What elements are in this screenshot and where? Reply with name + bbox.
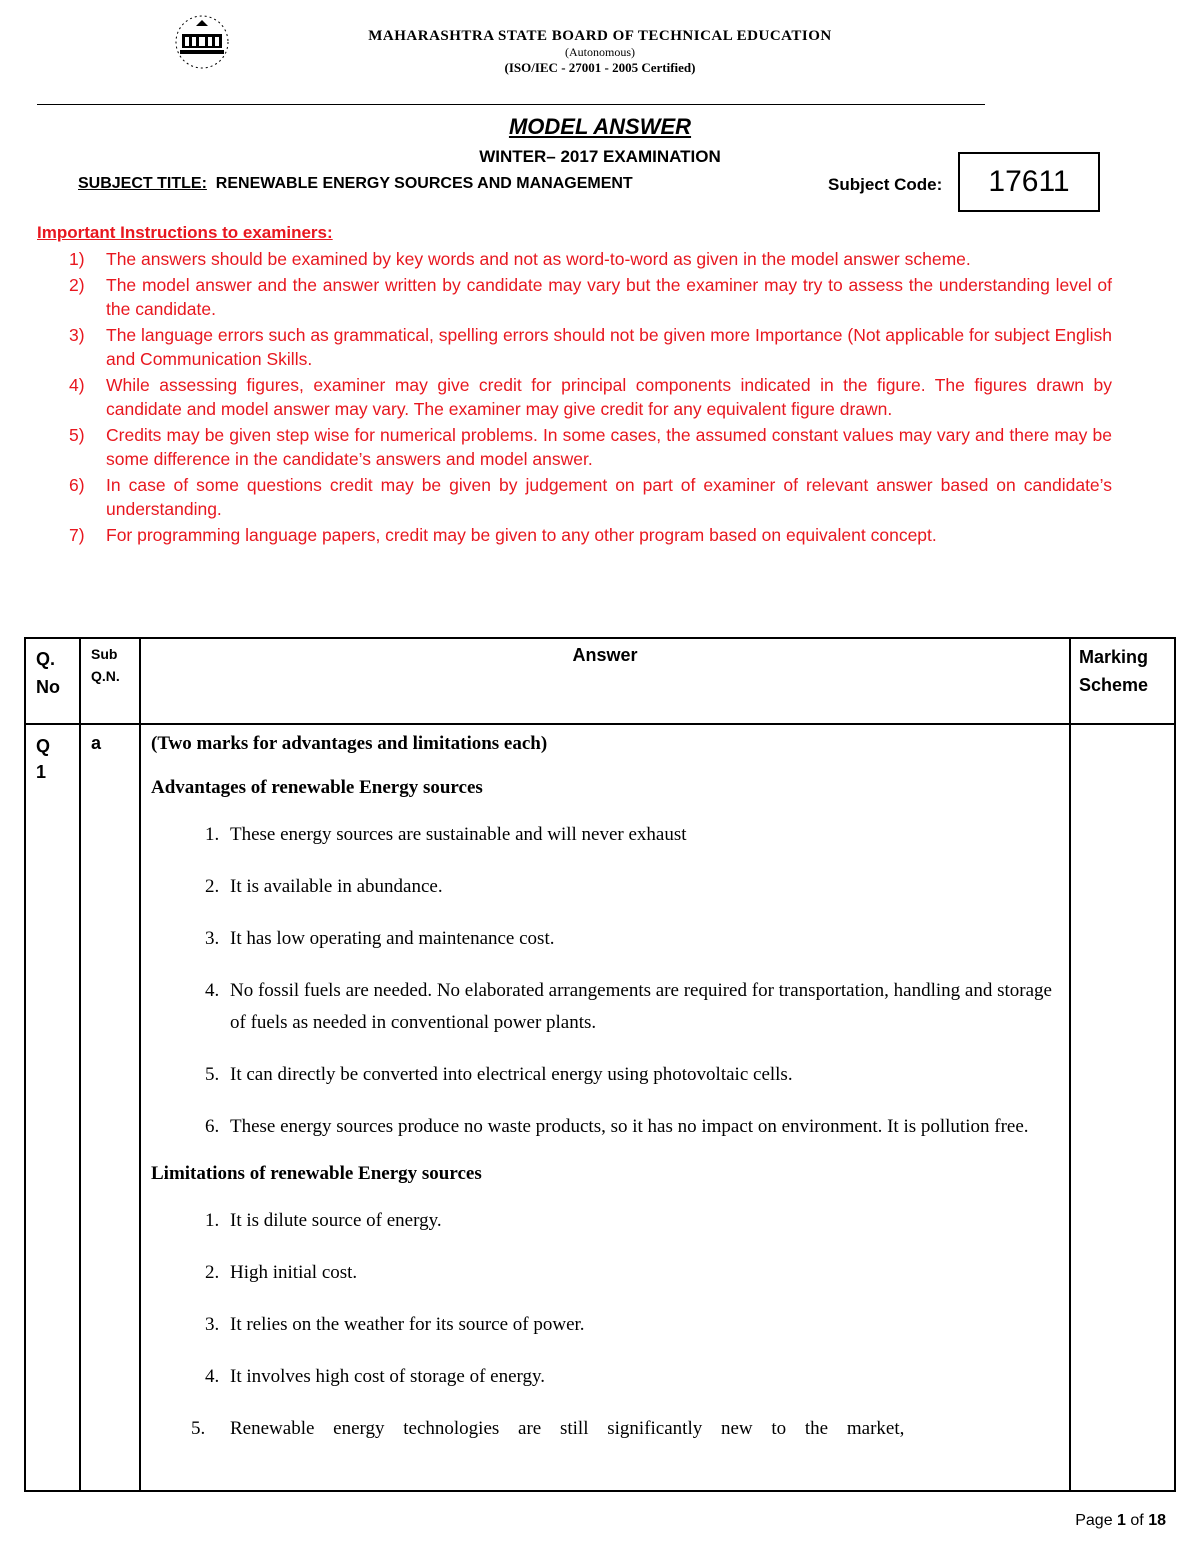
instruction-item: 1) The answers should be examined by key words and not as word-to-word as given in the model answer scheme.: [69, 249, 971, 269]
answer-table: [24, 637, 1176, 1492]
document-header: [0, 28, 1200, 76]
table-row: [25, 724, 1175, 1491]
limitations-list: [151, 1205, 1059, 1445]
autonomous-label: (Autonomous): [565, 45, 635, 59]
advantages-heading: Advantages of renewable Energy sources: [151, 777, 483, 798]
list-item: 3. It relies on the weather for its source of power.: [224, 1309, 1059, 1341]
subject-title-value: RENEWABLE ENERGY SOURCES AND MANAGEMENT: [215, 175, 633, 192]
instructions-list: [37, 247, 1112, 548]
header-sub-qn: Sub Q.N.: [80, 638, 140, 724]
instruction-item: 5) Credits may be given step wise for numerical problems. In some cases, the assumed constant values may vary and there may be some difference in the candidate’s answers and model answer.: [69, 424, 1112, 469]
advantages-list: [151, 819, 1059, 1143]
list-item: 4. It involves high cost of storage of energy.: [224, 1361, 1059, 1393]
list-item: 3. It has low operating and maintenance cost.: [224, 923, 1059, 955]
table-header-row: [25, 638, 1175, 724]
list-item: 1. It is dilute source of energy.: [224, 1205, 1059, 1237]
instruction-item: 7) For programming language papers, credit may be given to any other program based on equivalent concept.: [69, 524, 937, 545]
iso-certification: (ISO/IEC - 27001 - 2005 Certified): [504, 60, 696, 75]
answer-cell: [140, 724, 1070, 1491]
subject-title-label: SUBJECT TITLE:: [78, 175, 207, 192]
page-total: 18: [1148, 1512, 1166, 1529]
page-title: MODEL ANSWER: [508, 114, 692, 139]
list-item: 2. High initial cost.: [224, 1257, 1059, 1289]
header-divider: [37, 104, 985, 105]
subject-title: [78, 175, 633, 193]
instruction-item: 2) The model answer and the answer written by candidate may vary but the examiner may try to assess the understanding level of the candidate.: [69, 274, 1112, 319]
list-item: 5. It can directly be converted into electrical energy using photovoltaic cells.: [224, 1059, 1059, 1091]
instruction-item: 4) While assessing figures, examiner may give credit for principal components indicated in the figure. The figures drawn by candidate and model answer may vary. The examiner may give credit for any equivalent figure drawn.: [69, 374, 1112, 419]
page-footer: Page 1 of 18: [1075, 1512, 1166, 1529]
instructions-heading: Important Instructions to examiners:: [37, 223, 333, 242]
list-item: 2. It is available in abundance.: [224, 871, 1059, 903]
instruction-item: 6) In case of some questions credit may be given by judgement on part of examiner of relevant answer based on candidate’s understanding.: [69, 474, 1112, 519]
exam-name: WINTER– 2017 EXAMINATION: [479, 147, 721, 166]
page-number: 1: [1117, 1512, 1126, 1529]
list-item: 1. These energy sources are sustainable and will never exhaust: [224, 819, 1059, 851]
header-marking-scheme: Marking Scheme: [1070, 638, 1175, 724]
sub-question: a: [80, 724, 140, 1491]
board-name: MAHARASHTRA STATE BOARD OF TECHNICAL EDUCATION: [368, 28, 832, 44]
marks-note: (Two marks for advantages and limitations each): [151, 733, 548, 754]
header-answer: Answer: [140, 638, 1070, 724]
list-item: 4. No fossil fuels are needed. No elaborated arrangements are required for transportation, handling and storage of fuels as needed in conventional power plants.: [224, 975, 1059, 1039]
header-q-no: Q. No: [25, 638, 80, 724]
subject-code-label: Subject Code:: [828, 175, 943, 194]
marking-scheme-cell: [1070, 724, 1175, 1491]
list-item: 5. Renewable energy technologies are still significantly new to the market,: [224, 1413, 1059, 1445]
limitations-heading: Limitations of renewable Energy sources: [151, 1163, 482, 1184]
subject-code-value: 17611: [958, 152, 1100, 212]
list-item: 6. These energy sources produce no waste products, so it has no impact on environment. It is pollution free.: [224, 1111, 1059, 1143]
instruction-item: 3) The language errors such as grammatical, spelling errors should not be given more Importance (Not applicable for subject English and Communication Skills.: [69, 324, 1112, 369]
question-number: Q 1: [25, 724, 80, 1491]
